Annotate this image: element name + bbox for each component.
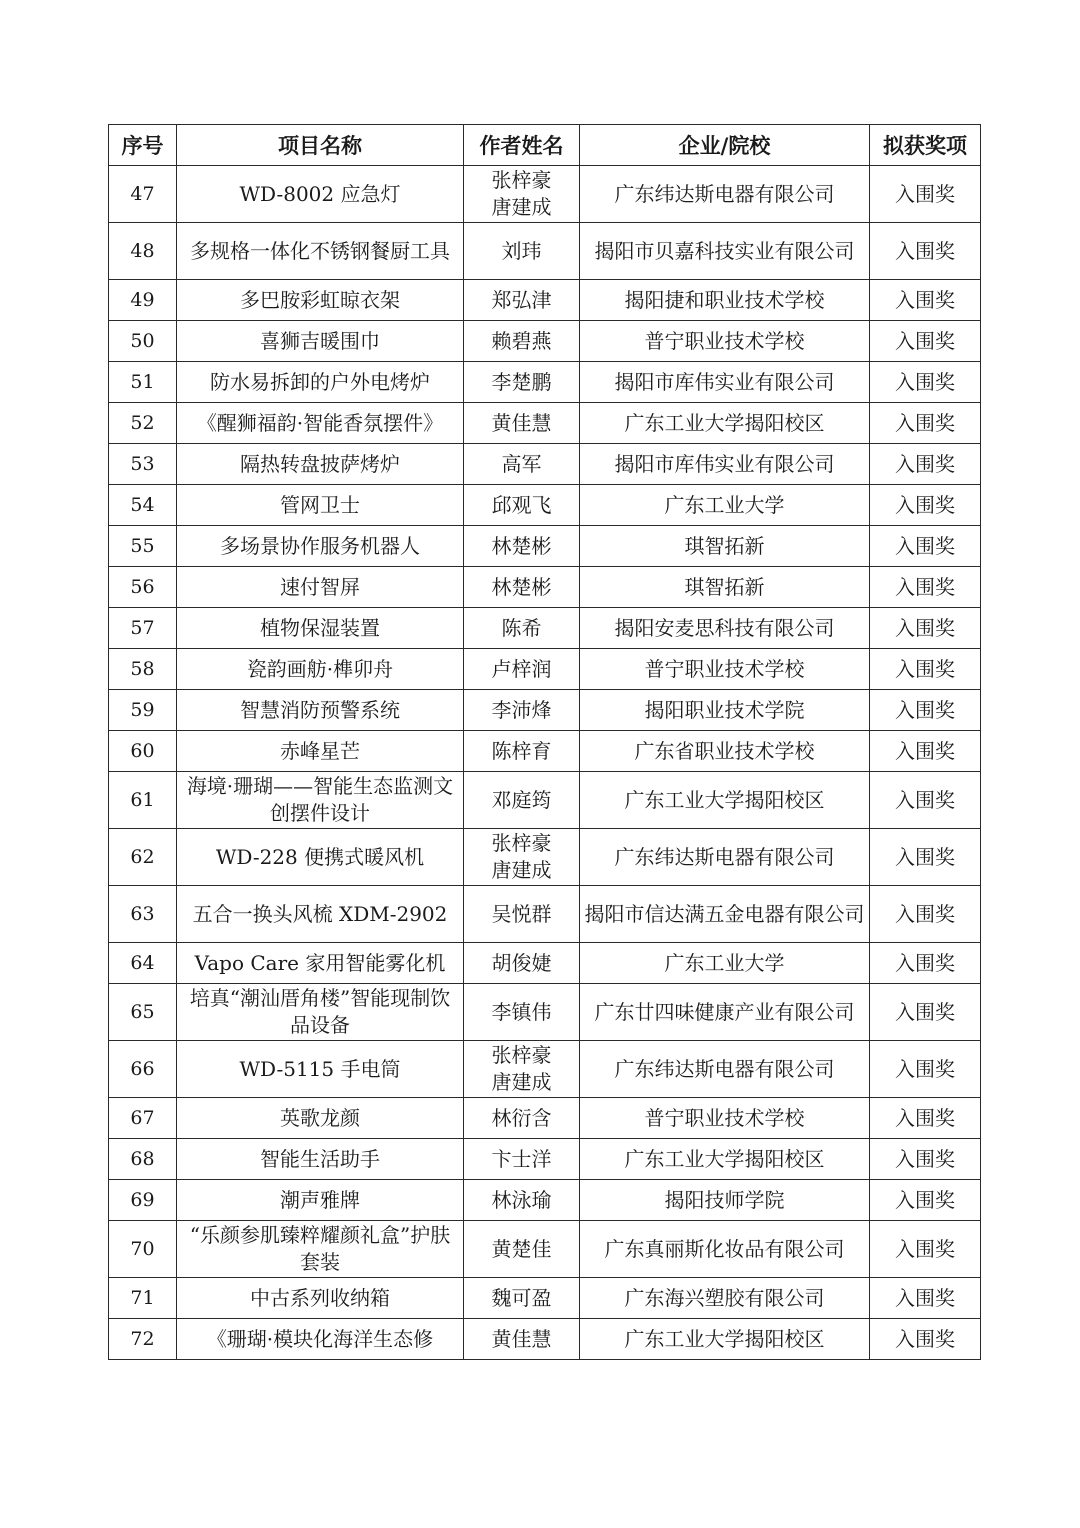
cell-org: 揭阳技师学院	[580, 1180, 870, 1221]
cell-award: 入围奖	[870, 362, 981, 403]
cell-org: 琪智拓新	[580, 567, 870, 608]
cell-award: 入围奖	[870, 403, 981, 444]
cell-award: 入围奖	[870, 567, 981, 608]
cell-author: 卢梓润	[464, 649, 580, 690]
cell-project: 植物保湿装置	[177, 608, 464, 649]
cell-award: 入围奖	[870, 1041, 981, 1098]
cell-award: 入围奖	[870, 526, 981, 567]
cell-award: 入围奖	[870, 731, 981, 772]
cell-no: 64	[109, 943, 177, 984]
cell-org: 揭阳市库伟实业有限公司	[580, 444, 870, 485]
cell-org: 揭阳捷和职业技术学校	[580, 280, 870, 321]
cell-project: 潮声雅牌	[177, 1180, 464, 1221]
cell-org: 广东真丽斯化妆品有限公司	[580, 1221, 870, 1278]
cell-org: 广东纬达斯电器有限公司	[580, 829, 870, 886]
cell-author: 黄佳慧	[464, 403, 580, 444]
cell-no: 60	[109, 731, 177, 772]
cell-project: 管网卫士	[177, 485, 464, 526]
cell-project: 《醒狮福韵·智能香氛摆件》	[177, 403, 464, 444]
cell-author: 郑弘津	[464, 280, 580, 321]
cell-author: 卞士洋	[464, 1139, 580, 1180]
cell-project: Vapo Care 家用智能雾化机	[177, 943, 464, 984]
cell-author: 李沛烽	[464, 690, 580, 731]
table-row	[109, 223, 981, 280]
cell-project: 赤峰星芒	[177, 731, 464, 772]
table-row	[109, 444, 981, 485]
cell-award: 入围奖	[870, 1221, 981, 1278]
cell-no: 53	[109, 444, 177, 485]
table-row	[109, 608, 981, 649]
cell-org: 广东工业大学	[580, 485, 870, 526]
cell-project: 五合一换头风梳 XDM-2902	[177, 886, 464, 943]
cell-project: WD-8002 应急灯	[177, 166, 464, 223]
table-row	[109, 772, 981, 829]
cell-no: 67	[109, 1098, 177, 1139]
table-row	[109, 485, 981, 526]
cell-org: 揭阳市贝嘉科技实业有限公司	[580, 223, 870, 280]
cell-author: 黄佳慧	[464, 1319, 580, 1360]
cell-project: 瓷韵画舫·榫卯舟	[177, 649, 464, 690]
header-row	[109, 125, 981, 166]
table-row	[109, 567, 981, 608]
cell-no: 52	[109, 403, 177, 444]
cell-author: 胡俊婕	[464, 943, 580, 984]
cell-no: 54	[109, 485, 177, 526]
cell-project: 英歌龙颜	[177, 1098, 464, 1139]
cell-award: 入围奖	[870, 1180, 981, 1221]
table-row	[109, 731, 981, 772]
cell-no: 55	[109, 526, 177, 567]
cell-award: 入围奖	[870, 1319, 981, 1360]
cell-project: 《珊瑚·模块化海洋生态修	[177, 1319, 464, 1360]
cell-award: 入围奖	[870, 608, 981, 649]
cell-project: 多巴胺彩虹晾衣架	[177, 280, 464, 321]
cell-author: 林楚彬	[464, 567, 580, 608]
table-row	[109, 649, 981, 690]
cell-org: 揭阳市信达满五金电器有限公司	[580, 886, 870, 943]
cell-no: 47	[109, 166, 177, 223]
cell-award: 入围奖	[870, 984, 981, 1041]
cell-org: 揭阳市库伟实业有限公司	[580, 362, 870, 403]
cell-award: 入围奖	[870, 1278, 981, 1319]
cell-author: 陈希	[464, 608, 580, 649]
cell-org: 揭阳安麦思科技有限公司	[580, 608, 870, 649]
cell-award: 入围奖	[870, 321, 981, 362]
cell-project: WD-228 便携式暖风机	[177, 829, 464, 886]
cell-org: 广东纬达斯电器有限公司	[580, 1041, 870, 1098]
header-project: 项目名称	[177, 125, 464, 166]
cell-author: 张梓豪 唐建成	[464, 1041, 580, 1098]
table-row	[109, 1180, 981, 1221]
cell-no: 56	[109, 567, 177, 608]
cell-no: 62	[109, 829, 177, 886]
cell-author: 吴悦群	[464, 886, 580, 943]
cell-no: 57	[109, 608, 177, 649]
cell-author: 李镇伟	[464, 984, 580, 1041]
table-row	[109, 526, 981, 567]
cell-org: 广东工业大学揭阳校区	[580, 1319, 870, 1360]
cell-project: 隔热转盘披萨烤炉	[177, 444, 464, 485]
cell-no: 66	[109, 1041, 177, 1098]
cell-no: 49	[109, 280, 177, 321]
cell-project: 速付智屏	[177, 567, 464, 608]
cell-org: 广东海兴塑胶有限公司	[580, 1278, 870, 1319]
cell-award: 入围奖	[870, 485, 981, 526]
cell-award: 入围奖	[870, 166, 981, 223]
cell-org: 广东工业大学揭阳校区	[580, 403, 870, 444]
cell-org: 普宁职业技术学校	[580, 1098, 870, 1139]
cell-org: 普宁职业技术学校	[580, 321, 870, 362]
cell-author: 邓庭筠	[464, 772, 580, 829]
cell-no: 63	[109, 886, 177, 943]
cell-author: 高军	[464, 444, 580, 485]
cell-org: 广东工业大学	[580, 943, 870, 984]
cell-award: 入围奖	[870, 772, 981, 829]
cell-award: 入围奖	[870, 280, 981, 321]
cell-project: 智能生活助手	[177, 1139, 464, 1180]
cell-award: 入围奖	[870, 829, 981, 886]
cell-award: 入围奖	[870, 444, 981, 485]
cell-project: 培真“潮汕厝角楼”智能现制饮品设备	[177, 984, 464, 1041]
cell-award: 入围奖	[870, 690, 981, 731]
cell-award: 入围奖	[870, 223, 981, 280]
cell-org: 广东工业大学揭阳校区	[580, 1139, 870, 1180]
table-row	[109, 362, 981, 403]
cell-award: 入围奖	[870, 1139, 981, 1180]
cell-no: 72	[109, 1319, 177, 1360]
cell-project: 智慧消防预警系统	[177, 690, 464, 731]
cell-org: 广东工业大学揭阳校区	[580, 772, 870, 829]
table-row	[109, 1319, 981, 1360]
cell-author: 魏可盈	[464, 1278, 580, 1319]
cell-award: 入围奖	[870, 649, 981, 690]
table-body	[109, 166, 981, 1360]
table-row	[109, 1041, 981, 1098]
cell-project: 中古系列收纳箱	[177, 1278, 464, 1319]
cell-org: 广东廿四味健康产业有限公司	[580, 984, 870, 1041]
cell-no: 48	[109, 223, 177, 280]
cell-author: 赖碧燕	[464, 321, 580, 362]
cell-org: 广东省职业技术学校	[580, 731, 870, 772]
cell-no: 70	[109, 1221, 177, 1278]
header-award: 拟获奖项	[870, 125, 981, 166]
cell-org: 揭阳职业技术学院	[580, 690, 870, 731]
cell-award: 入围奖	[870, 886, 981, 943]
cell-no: 65	[109, 984, 177, 1041]
cell-no: 50	[109, 321, 177, 362]
table-header	[109, 125, 981, 166]
table-row	[109, 886, 981, 943]
cell-org: 普宁职业技术学校	[580, 649, 870, 690]
table-row	[109, 166, 981, 223]
table-row	[109, 1139, 981, 1180]
table-row	[109, 984, 981, 1041]
header-author: 作者姓名	[464, 125, 580, 166]
header-org: 企业/院校	[580, 125, 870, 166]
table-row	[109, 1278, 981, 1319]
cell-org: 琪智拓新	[580, 526, 870, 567]
table-row	[109, 1221, 981, 1278]
cell-author: 张梓豪 唐建成	[464, 166, 580, 223]
cell-author: 邱观飞	[464, 485, 580, 526]
cell-award: 入围奖	[870, 943, 981, 984]
cell-project: 多场景协作服务机器人	[177, 526, 464, 567]
cell-project: 喜狮吉暖围巾	[177, 321, 464, 362]
table-row	[109, 280, 981, 321]
cell-author: 林衍含	[464, 1098, 580, 1139]
header-no: 序号	[109, 125, 177, 166]
cell-project: 防水易拆卸的户外电烤炉	[177, 362, 464, 403]
cell-author: 林泳瑜	[464, 1180, 580, 1221]
cell-author: 黄楚佳	[464, 1221, 580, 1278]
cell-author: 陈梓育	[464, 731, 580, 772]
cell-author: 刘玮	[464, 223, 580, 280]
cell-project: 海境·珊瑚——智能生态监测文创摆件设计	[177, 772, 464, 829]
cell-no: 59	[109, 690, 177, 731]
table-row	[109, 943, 981, 984]
cell-no: 71	[109, 1278, 177, 1319]
cell-project: “乐颜参肌臻粹耀颜礼盒”护肤套装	[177, 1221, 464, 1278]
cell-author: 林楚彬	[464, 526, 580, 567]
table-row	[109, 829, 981, 886]
cell-no: 61	[109, 772, 177, 829]
table-row	[109, 403, 981, 444]
cell-project: WD-5115 手电筒	[177, 1041, 464, 1098]
cell-no: 69	[109, 1180, 177, 1221]
cell-org: 广东纬达斯电器有限公司	[580, 166, 870, 223]
cell-no: 58	[109, 649, 177, 690]
cell-author: 李楚鹏	[464, 362, 580, 403]
cell-project: 多规格一体化不锈钢餐厨工具	[177, 223, 464, 280]
table-row	[109, 1098, 981, 1139]
cell-award: 入围奖	[870, 1098, 981, 1139]
table-row	[109, 690, 981, 731]
award-table	[108, 124, 981, 1360]
table-row	[109, 321, 981, 362]
cell-author: 张梓豪 唐建成	[464, 829, 580, 886]
cell-no: 68	[109, 1139, 177, 1180]
cell-no: 51	[109, 362, 177, 403]
